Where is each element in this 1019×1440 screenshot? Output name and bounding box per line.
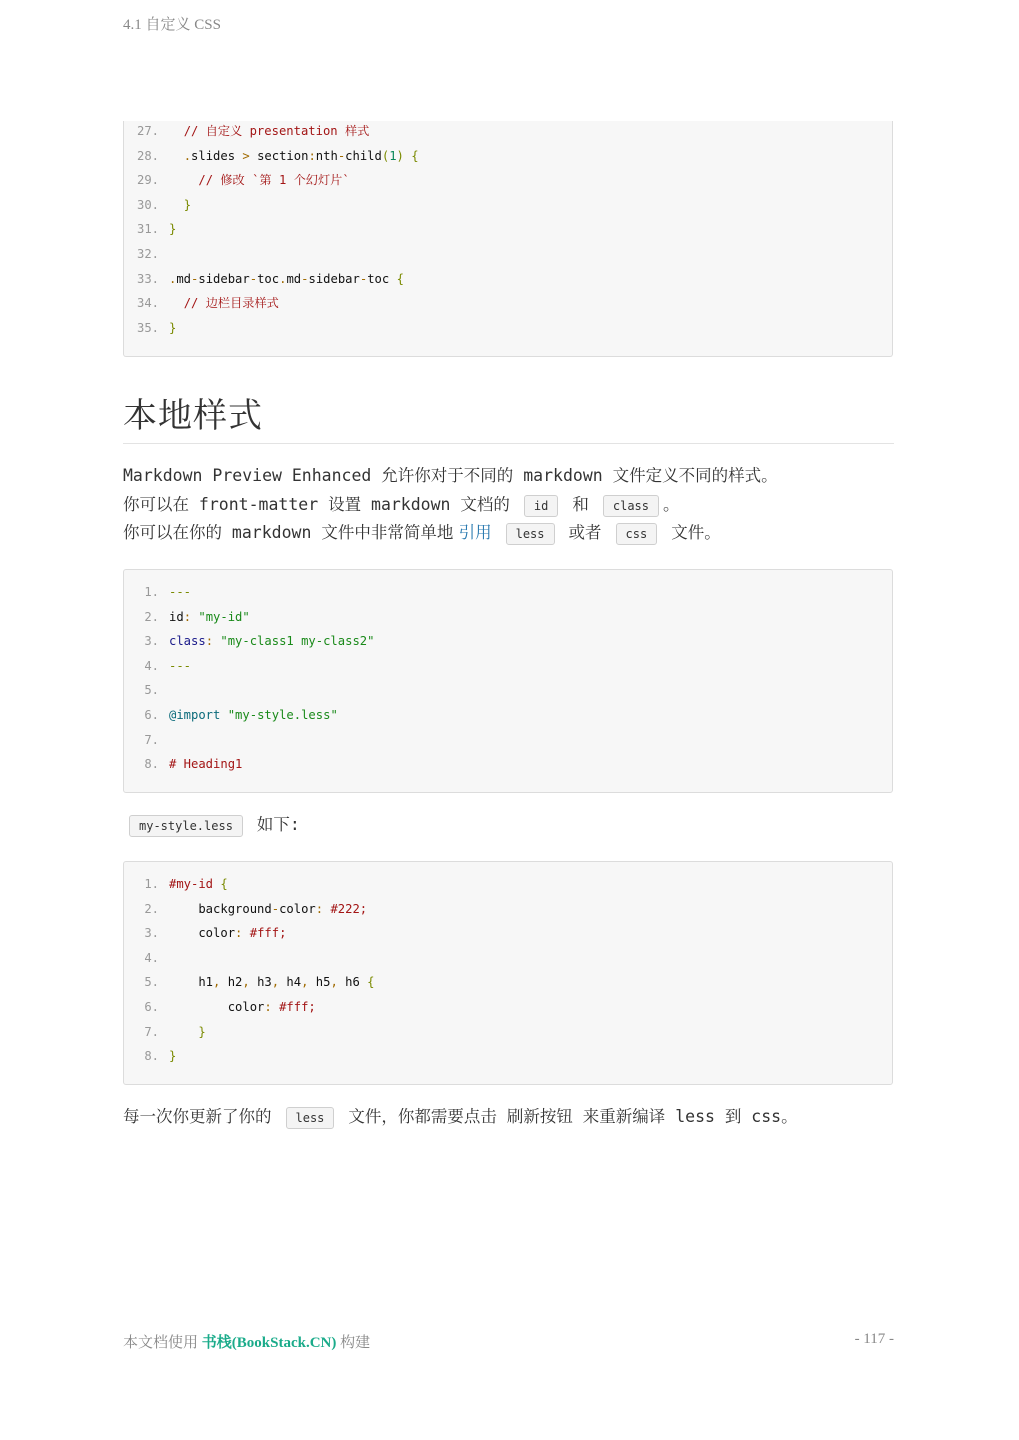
code-token: - [337, 148, 346, 163]
line-number: 8. [144, 757, 159, 772]
line-number: 1. [144, 585, 159, 599]
paragraph-line-2 [123, 491, 680, 519]
inline-code-my-style-less: my-style.less [129, 815, 243, 837]
footer-brand-link[interactable]: 书栈(BookStack.CN) [201, 1335, 337, 1351]
inline-code-less: less [506, 523, 555, 545]
code-line [124, 269, 404, 289]
code-line [124, 293, 279, 313]
code-token: { [396, 271, 404, 286]
code-line [124, 899, 367, 919]
line-number: 2. [144, 609, 159, 624]
code-token: - [301, 271, 309, 286]
code-token: : [264, 1000, 272, 1014]
code-token: : [235, 926, 243, 941]
code-token: } [198, 1024, 206, 1039]
code-token: h3 [249, 975, 272, 990]
inline-code-less-2: less [286, 1107, 335, 1129]
heading-divider [123, 443, 894, 444]
code-line [124, 582, 191, 602]
code-token: md [176, 271, 192, 286]
code-token: id [169, 609, 184, 624]
code-token: @import [169, 708, 221, 722]
code-token: ( [381, 148, 390, 163]
line-number: 30. [136, 197, 159, 212]
code-token: , [242, 975, 250, 990]
line-number: 2. [144, 901, 159, 916]
code-token: # Heading1 [169, 757, 243, 772]
para1-line2-text: 你可以在 front-matter 设置 markdown 文档的 [123, 495, 510, 514]
code-token [169, 173, 198, 187]
line-number: 34. [136, 296, 159, 311]
code-token: #fff; [249, 926, 287, 941]
code-token: toc [257, 271, 280, 286]
code-token: . [169, 271, 177, 286]
code-token: h1 [169, 975, 214, 990]
code-token: #my-id [169, 877, 221, 891]
line-number: 27. [136, 124, 159, 138]
code-token: "my-style.less" [227, 708, 338, 722]
code-token: sidebar [198, 271, 250, 286]
code-token: class [169, 634, 206, 649]
code-line [124, 318, 176, 338]
code-token: --- [169, 658, 192, 673]
code-line [124, 730, 169, 750]
code-token: section [249, 148, 309, 163]
code-line [124, 1046, 176, 1066]
code-block-1 [123, 121, 893, 357]
code-token: } [169, 320, 177, 335]
code-token: nth [315, 148, 338, 163]
code-token: sidebar [308, 271, 360, 286]
code-line [124, 146, 419, 166]
line-number: 35. [136, 320, 159, 335]
code-token: - [359, 271, 368, 286]
para3-text-a: 每一次你更新了你的 [123, 1107, 272, 1126]
code-token: md [286, 271, 302, 286]
code-token: { [411, 148, 419, 163]
line-number: 6. [144, 1000, 159, 1014]
code-token: , [271, 975, 280, 990]
para3-text-b: 文件，你都需要点击 刷新按钮 来重新编译 less 到 css。 [348, 1107, 798, 1126]
code-token [272, 1000, 279, 1014]
para1-line3-end: 文件。 [671, 523, 721, 542]
line-number: 4. [144, 950, 159, 965]
line-number: 8. [144, 1049, 159, 1064]
code-token: background [169, 901, 272, 916]
code-token: { [367, 975, 375, 990]
line-number: 1. [144, 877, 159, 891]
code-line [124, 923, 286, 943]
code-token: - [191, 271, 199, 286]
code-token: - [271, 901, 280, 916]
code-line [124, 972, 375, 992]
code-token: , [213, 975, 221, 990]
code-token: { [220, 877, 228, 891]
code-token: "my-class1 my-class2" [220, 634, 375, 649]
code-token [169, 124, 184, 138]
code-token [220, 708, 227, 722]
code-token: h6 [337, 975, 368, 990]
code-line [124, 244, 169, 264]
code-block-3 [123, 861, 893, 1085]
paragraph-line-1 [123, 462, 778, 490]
code-line [124, 219, 176, 239]
inline-code-id: id [524, 495, 558, 517]
code-line [124, 948, 169, 968]
line-number: 4. [144, 658, 159, 673]
code-line [124, 607, 250, 627]
line-number: 33. [136, 271, 159, 286]
code-line [124, 1022, 206, 1042]
line-number: 7. [144, 732, 159, 747]
code-token [169, 198, 184, 212]
code-token: . [183, 148, 192, 163]
code-token: // 自定义 presentation 样式 [183, 124, 370, 138]
code-token: child [345, 148, 382, 163]
code-token: #fff; [279, 1000, 316, 1014]
inline-code-css: css [616, 523, 658, 545]
code-line [124, 997, 316, 1017]
para1-line3-text: 你可以在你的 markdown 文件中非常简单地 [123, 523, 454, 542]
line-number: 32. [136, 247, 159, 261]
code-token [169, 149, 184, 163]
footer-suffix: 构建 [340, 1335, 371, 1351]
line-number: 6. [144, 708, 159, 722]
para1-line2-and: 和 [572, 495, 589, 514]
code-token: - [249, 271, 258, 286]
line-number: 3. [144, 634, 159, 649]
code-token: h2 [220, 975, 243, 990]
code-token: : [205, 634, 214, 649]
running-header: 4.1 自定义 CSS [123, 17, 221, 33]
line-number: 29. [136, 173, 159, 188]
para1-line2-end: 。 [663, 495, 680, 514]
code-token: , [330, 975, 338, 990]
code-token: ) [396, 148, 404, 163]
code-line [124, 874, 228, 894]
code-token: // 边栏目录样式 [183, 296, 279, 311]
code-token: h5 [308, 975, 331, 990]
page-number: - 117 - [854, 1331, 894, 1347]
code-line [124, 195, 191, 215]
code-token: } [183, 197, 192, 212]
code-token: } [169, 1049, 177, 1064]
code-line [124, 170, 350, 190]
code-token: . [279, 271, 287, 286]
line-number: 5. [144, 975, 159, 990]
inline-code-class: class [603, 495, 659, 517]
code-token [169, 296, 184, 310]
para1-line3-or: 或者 [568, 523, 602, 542]
code-token: , [301, 975, 309, 990]
code-token: --- [169, 585, 192, 599]
line-number: 31. [136, 222, 159, 237]
code-token [169, 1025, 198, 1039]
line-number: 7. [144, 1024, 159, 1039]
footer-prefix: 本文档使用 [123, 1335, 199, 1351]
code-token: // 修改 `第 1 个幻灯片` [198, 173, 350, 188]
code-token: h4 [279, 975, 302, 990]
line-number: 5. [144, 683, 159, 698]
code-token: toc [367, 271, 397, 286]
paragraph-refresh-note [123, 1103, 798, 1131]
code-line [124, 705, 338, 725]
code-token: : [183, 609, 192, 624]
code-token [242, 926, 249, 940]
code-token: color [169, 1000, 265, 1014]
line-number: 3. [144, 926, 159, 941]
section-heading: 本地样式 [123, 396, 263, 436]
paragraph-style-file [115, 811, 300, 839]
code-token: : [308, 148, 316, 163]
import-link[interactable]: 引用 [458, 523, 492, 542]
paragraph-line-3 [123, 519, 721, 547]
code-token: #222; [330, 901, 368, 916]
code-token: color [279, 901, 316, 916]
code-line [124, 680, 169, 700]
code-line [124, 656, 191, 676]
para1-line1-text: Markdown Preview Enhanced 允许你对于不同的 markdown 文件定义不同的样式。 [123, 466, 778, 485]
code-token: color [169, 926, 236, 941]
code-line [124, 121, 369, 141]
code-line [124, 631, 374, 651]
code-token: : [315, 901, 324, 916]
footer-credit [123, 1331, 370, 1352]
para2-text: 如下: [256, 815, 300, 834]
code-token: } [169, 222, 177, 237]
code-token: > [242, 148, 250, 163]
code-token: slides [191, 148, 243, 163]
code-line [124, 754, 242, 774]
line-number: 28. [136, 148, 159, 163]
code-token: "my-id" [198, 609, 250, 624]
code-block-2 [123, 569, 893, 793]
code-token: 1 [389, 148, 397, 163]
